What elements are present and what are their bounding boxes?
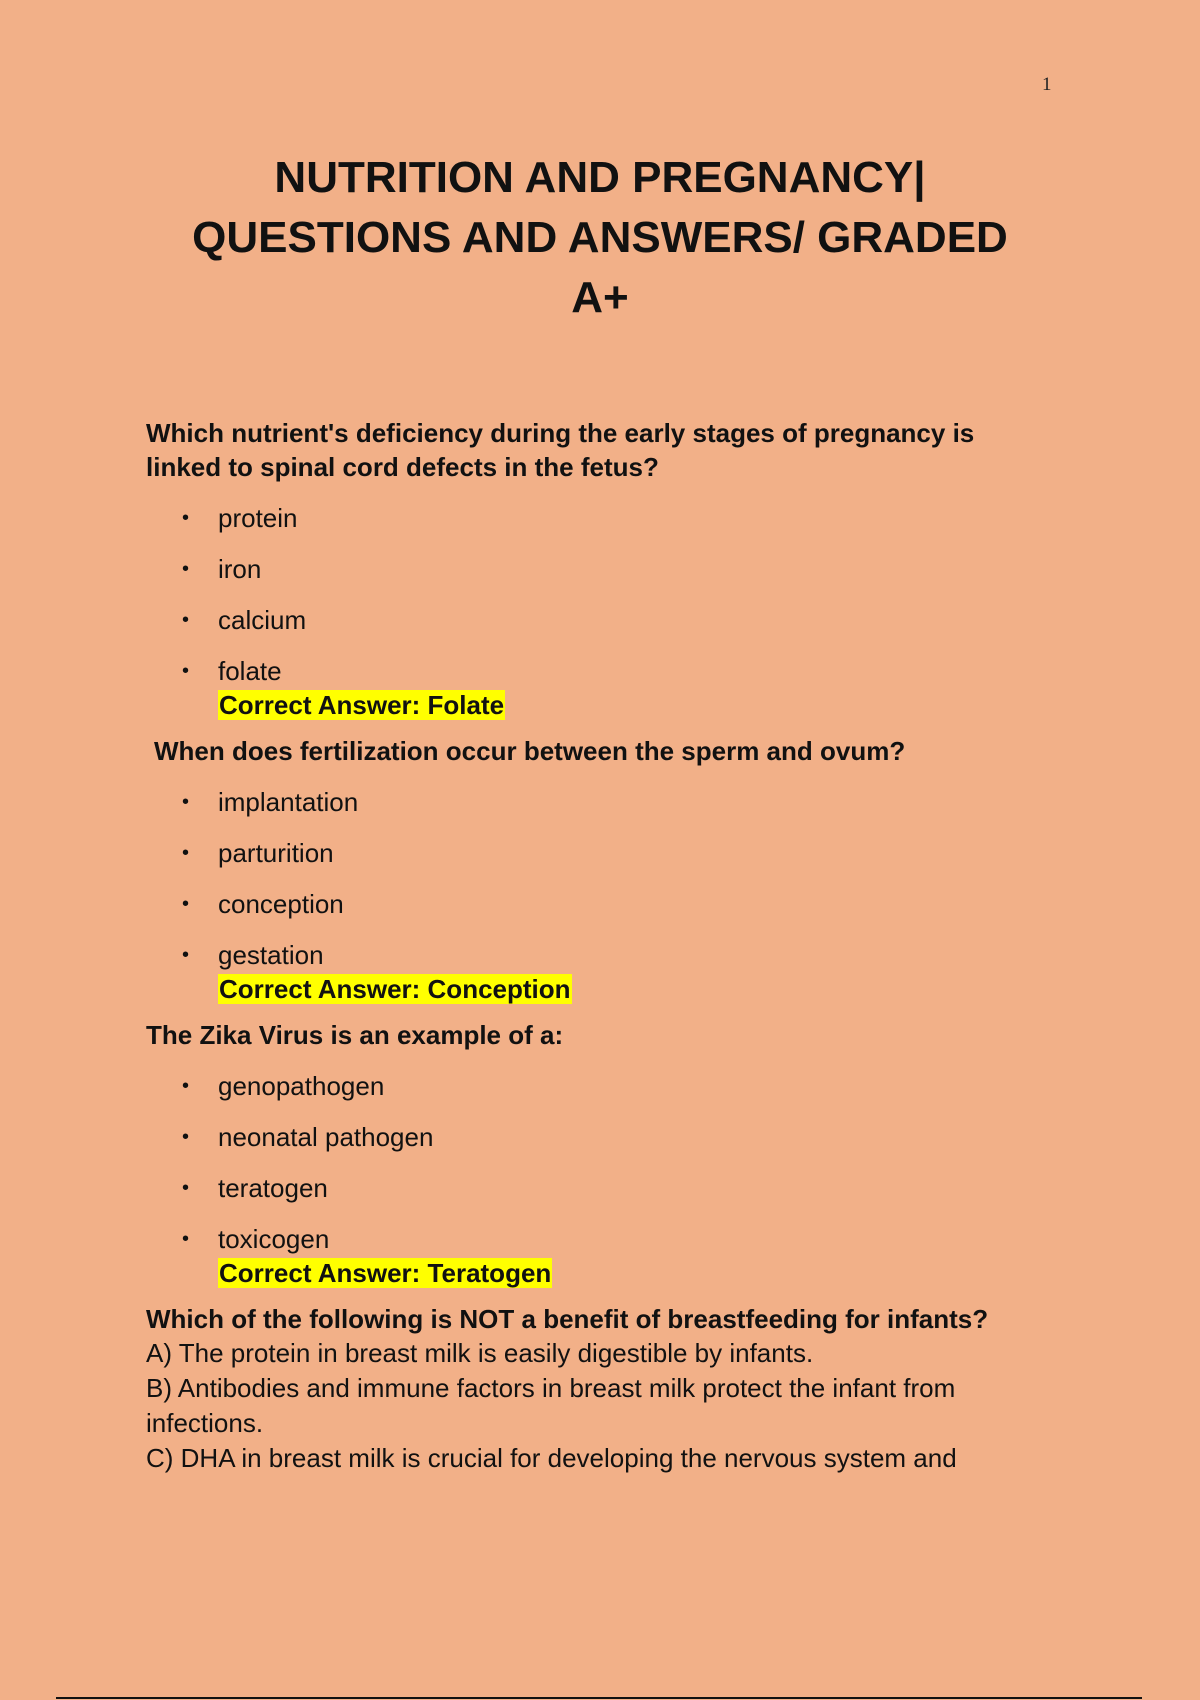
option-label: folate	[218, 656, 282, 686]
bullet-icon: •	[182, 1177, 190, 1199]
option-label: conception	[218, 889, 344, 919]
bullet-icon: •	[182, 842, 190, 864]
question-text: Which nutrient's deficiency during the early stages of pregnancy is linked to spinal cord defects in the fetus?	[146, 418, 975, 482]
options-list	[146, 1069, 1046, 1256]
option-label: gestation	[218, 940, 324, 970]
bullet-icon: •	[182, 1126, 190, 1148]
correct-answer-highlight: Correct Answer: Conception	[219, 974, 571, 1004]
answer-line	[146, 1256, 1046, 1290]
bullet-icon: •	[182, 660, 190, 682]
option-item	[146, 836, 1046, 870]
option-item	[146, 1222, 1046, 1256]
option-label: neonatal pathogen	[218, 1122, 434, 1152]
option-item	[146, 501, 1046, 535]
option-label: teratogen	[218, 1173, 328, 1203]
bullet-icon: •	[182, 507, 190, 529]
answer-line	[146, 688, 1046, 722]
option-item	[146, 552, 1046, 586]
option-label: toxicogen	[218, 1224, 330, 1254]
bullet-icon: •	[182, 1075, 190, 1097]
title-line: NUTRITION AND PREGNANCY|	[274, 153, 926, 202]
bullet-icon: •	[182, 609, 190, 631]
answer-choice-line: C) DHA in breast milk is crucial for developing the nervous system and	[146, 1443, 957, 1473]
option-label: implantation	[218, 787, 359, 817]
correct-answer-highlight: Correct Answer: Teratogen	[219, 1258, 552, 1288]
option-label: iron	[218, 554, 262, 584]
question-text: When does fertilization occur between the sperm and ovum?	[154, 736, 906, 766]
bullet-icon: •	[182, 1228, 190, 1250]
answer-choice-line: A) The protein in breast milk is easily digestible by infants.	[146, 1338, 814, 1368]
option-item	[146, 785, 1046, 819]
page-number: 1	[1042, 74, 1052, 95]
question-block	[146, 416, 1046, 722]
question-block	[146, 1018, 1046, 1290]
option-label: calcium	[218, 605, 307, 635]
answer-choice-line: B) Antibodies and immune factors in breast milk protect the infant from infections.	[146, 1373, 956, 1438]
option-item	[146, 1069, 1046, 1103]
footer-divider	[56, 1697, 1142, 1699]
options-list	[146, 785, 1046, 972]
question-block	[146, 734, 1046, 1006]
option-label: parturition	[218, 838, 334, 868]
question-text: The Zika Virus is an example of a:	[146, 1020, 564, 1050]
question-block	[146, 1302, 1046, 1476]
bullet-icon: •	[182, 558, 190, 580]
bullet-icon: •	[182, 791, 190, 813]
options-list	[146, 501, 1046, 688]
question-text: Which of the following is NOT a benefit of breastfeeding for infants?	[146, 1304, 989, 1334]
bullet-icon: •	[182, 893, 190, 915]
title-line: A+	[571, 273, 629, 322]
option-item	[146, 887, 1046, 921]
questions-content	[146, 416, 1046, 1488]
option-item	[146, 1120, 1046, 1154]
option-label: genopathogen	[218, 1071, 385, 1101]
option-item	[146, 654, 1046, 688]
document-title	[140, 148, 1060, 328]
title-line: QUESTIONS AND ANSWERS/ GRADED	[192, 213, 1008, 262]
option-item	[146, 603, 1046, 637]
option-label: protein	[218, 503, 298, 533]
option-item	[146, 938, 1046, 972]
bullet-icon: •	[182, 944, 190, 966]
answer-line	[146, 972, 1046, 1006]
correct-answer-highlight: Correct Answer: Folate	[219, 690, 505, 720]
option-item	[146, 1171, 1046, 1205]
